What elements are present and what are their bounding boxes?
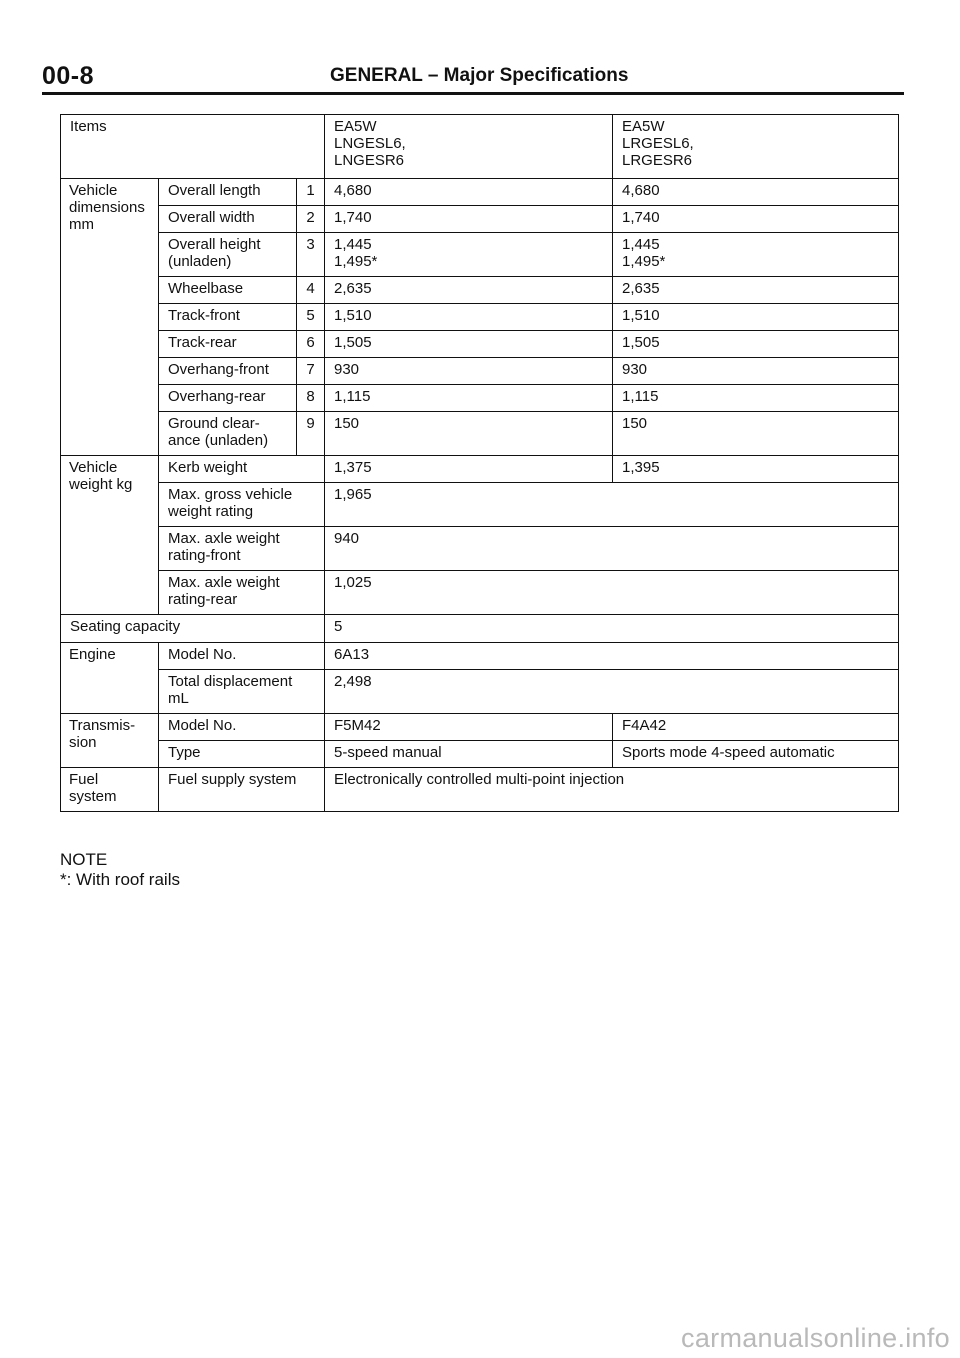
row-label: Type xyxy=(159,741,325,768)
note-block xyxy=(60,850,180,890)
table-row xyxy=(61,412,899,456)
table-row xyxy=(61,714,899,741)
note-heading: NOTE xyxy=(60,850,108,869)
value: 2,498 xyxy=(325,670,899,714)
table-row xyxy=(61,615,899,643)
value-a: 1,375 xyxy=(325,456,613,483)
table-row xyxy=(61,304,899,331)
value-a: 2,635 xyxy=(325,277,613,304)
value-a: 5-speed manual xyxy=(325,741,613,768)
table-row xyxy=(61,527,899,571)
row-label: Total displacement mL xyxy=(159,670,325,714)
value-a: F5M42 xyxy=(325,714,613,741)
value-b: 1,445 1,495* xyxy=(613,233,899,277)
page-header xyxy=(42,62,904,95)
value-b: 930 xyxy=(613,358,899,385)
page-number: 00-8 xyxy=(42,62,95,90)
value-a: 1,115 xyxy=(325,385,613,412)
table-row xyxy=(61,179,899,206)
row-number: 3 xyxy=(297,233,325,277)
row-label: Track-front xyxy=(159,304,297,331)
table-row xyxy=(61,670,899,714)
value-a: 1,510 xyxy=(325,304,613,331)
table-row xyxy=(61,768,899,812)
row-label: Model No. xyxy=(159,714,325,741)
value: 1,965 xyxy=(325,483,899,527)
row-label: Overall height (unladen) xyxy=(159,233,297,277)
value-b: 1,115 xyxy=(613,385,899,412)
model-b-header: EA5W LRGESL6, LRGESR6 xyxy=(613,115,899,179)
row-label: Max. axle weight rating-rear xyxy=(159,571,325,615)
value-a: 1,505 xyxy=(325,331,613,358)
value-b: 2,635 xyxy=(613,277,899,304)
value-b: Sports mode 4-speed automatic xyxy=(613,741,899,768)
items-header: Items xyxy=(61,115,325,179)
row-number: 5 xyxy=(297,304,325,331)
table-row xyxy=(61,358,899,385)
table-row xyxy=(61,571,899,615)
row-label: Overhang-rear xyxy=(159,385,297,412)
row-label: Seating capacity xyxy=(61,615,325,643)
row-number: 9 xyxy=(297,412,325,456)
table-row xyxy=(61,456,899,483)
row-label: Kerb weight xyxy=(159,456,325,483)
value-a: 1,445 1,495* xyxy=(325,233,613,277)
value-b: 1,740 xyxy=(613,206,899,233)
value-b: 1,505 xyxy=(613,331,899,358)
table-row xyxy=(61,277,899,304)
weight-group-label: Vehicle weight kg xyxy=(61,456,159,615)
fuel-group-label: Fuel system xyxy=(61,768,159,812)
row-label: Max. axle weight rating-front xyxy=(159,527,325,571)
value: 940 xyxy=(325,527,899,571)
row-label: Ground clear- ance (unladen) xyxy=(159,412,297,456)
engine-group-label: Engine xyxy=(61,643,159,714)
table-row xyxy=(61,331,899,358)
page-title: GENERAL – Major Specifications xyxy=(330,65,629,86)
row-label: Overall length xyxy=(159,179,297,206)
value-b: 4,680 xyxy=(613,179,899,206)
value: 6A13 xyxy=(325,643,899,670)
row-number: 4 xyxy=(297,277,325,304)
value-b: 1,395 xyxy=(613,456,899,483)
specifications-table xyxy=(60,114,899,812)
row-number: 8 xyxy=(297,385,325,412)
row-number: 1 xyxy=(297,179,325,206)
table-row xyxy=(61,233,899,277)
value: Electronically controlled multi-point injection xyxy=(325,768,899,812)
table-header-row xyxy=(61,115,899,179)
note-text: *: With roof rails xyxy=(60,870,180,889)
value-a: 930 xyxy=(325,358,613,385)
row-number: 6 xyxy=(297,331,325,358)
row-number: 7 xyxy=(297,358,325,385)
row-label: Wheelbase xyxy=(159,277,297,304)
table-row xyxy=(61,385,899,412)
value-b: 1,510 xyxy=(613,304,899,331)
value: 1,025 xyxy=(325,571,899,615)
table-row xyxy=(61,741,899,768)
table-row xyxy=(61,483,899,527)
model-a-header: EA5W LNGESL6, LNGESR6 xyxy=(325,115,613,179)
row-label: Track-rear xyxy=(159,331,297,358)
row-number: 2 xyxy=(297,206,325,233)
watermark: carmanualsonline.info xyxy=(681,1323,950,1353)
row-label: Overall width xyxy=(159,206,297,233)
value-a: 1,740 xyxy=(325,206,613,233)
transmission-group-label: Transmis- sion xyxy=(61,714,159,768)
row-label: Overhang-front xyxy=(159,358,297,385)
value-b: 150 xyxy=(613,412,899,456)
value-a: 150 xyxy=(325,412,613,456)
row-label: Model No. xyxy=(159,643,325,670)
value-a: 4,680 xyxy=(325,179,613,206)
value-b: F4A42 xyxy=(613,714,899,741)
table-row xyxy=(61,643,899,670)
row-label: Max. gross vehicle weight rating xyxy=(159,483,325,527)
table-row xyxy=(61,206,899,233)
value: 5 xyxy=(325,615,899,643)
row-label: Fuel supply system xyxy=(159,768,325,812)
dimensions-group-label: Vehicle dimensions mm xyxy=(61,179,159,456)
